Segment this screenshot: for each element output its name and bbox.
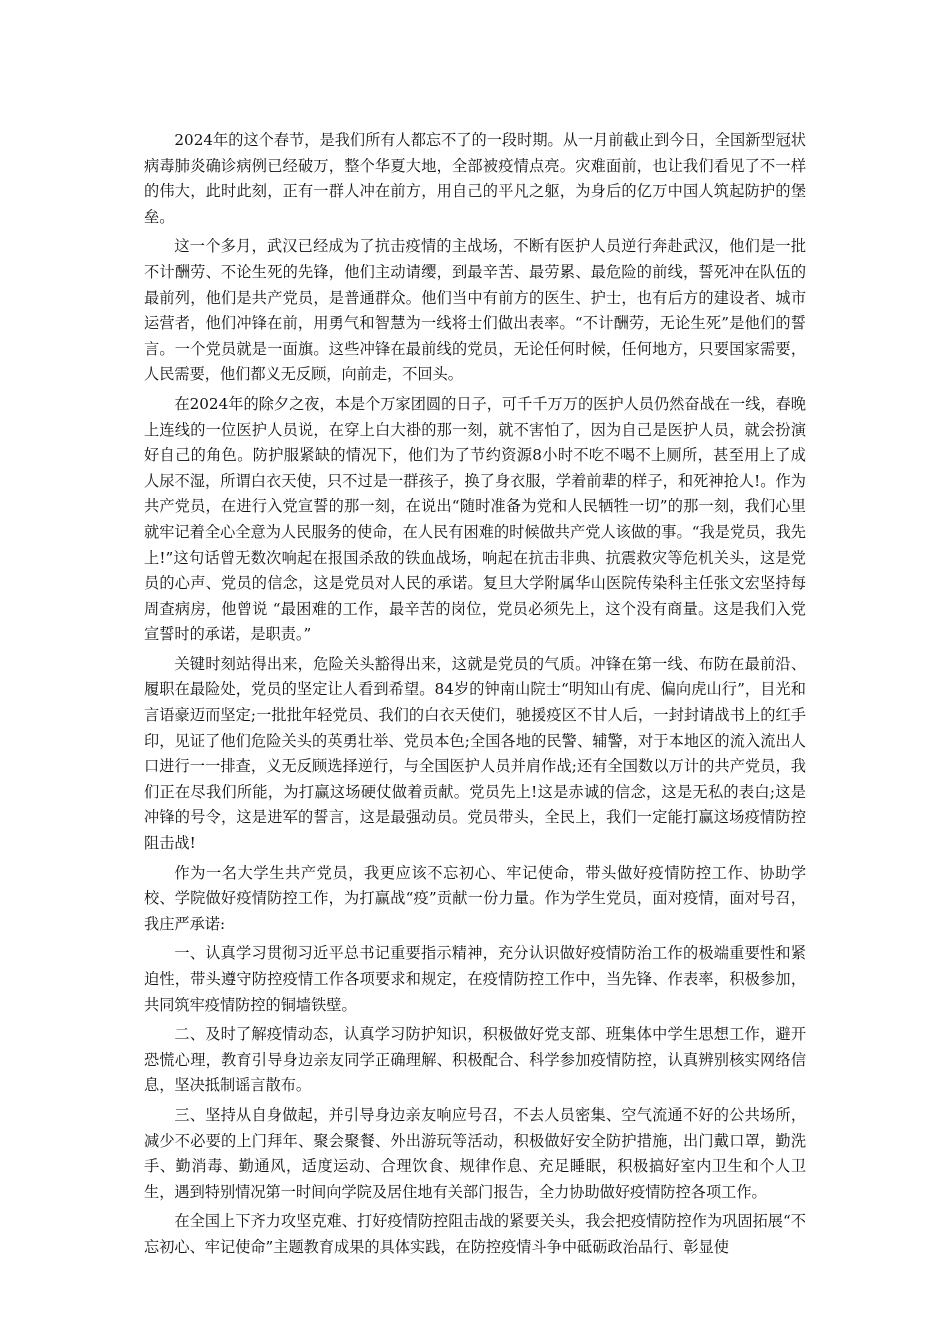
document-body [144, 128, 806, 1265]
paragraph-pledge-one: 一、认真学习贯彻习近平总书记重要指示精神，充分认识做好疫情防治工作的极端重要性和紧迫性，带头遵守防控疫情工作各项要求和规定，在疫情防控工作中，当先锋、作表率，积极参加，共同筑牢疫情防控的铜墙铁壁。 [144, 944, 806, 1014]
paragraph-wuhan: 这一个多月，武汉已经成为了抗击疫情的主战场，不断有医护人员逆行奔赴武汉，他们是一批不计酬劳、不论生死的先锋，他们主动请缨，到最辛苦、最劳累、最危险的前线，誓死冲在队伍的最前列，他们是共产党员，是普通群众。他们当中有前方的医生、护士，也有后方的建设者、城市运营者，他们冲锋在前，用勇气和智慧为一线将士们做出表率。“不计酬劳，无论生死”是他们的誓言。一个党员就是一面旗。这些冲锋在最前线的党员，无论任何时候，任何地方，只要国家需要，人民需要，他们都义无反顾，向前走，不回头。 [144, 237, 806, 384]
paragraph-intro: 2024年的这个春节，是我们所有人都忘不了的一段时期。从一月前截止到今日，全国新型冠状病毒肺炎确诊病例已经破万，整个华夏大地，全部被疫情点亮。灾难面前，也让我们看见了不一样的伟大，此时此刻，正有一群人冲在前方，用自己的平凡之躯，为身后的亿万中国人筑起防护的堡垒。 [144, 131, 806, 226]
paragraph-pledge-two: 二、及时了解疫情动态，认真学习防护知识，积极做好党支部、班集体中学生思想工作，避开恐慌心理，教育引导身边亲友同学正确理解、积极配合、科学参加疫情防控，认真辨别核实网络信息，坚决抵制谣言散布。 [144, 1025, 806, 1095]
paragraph-conclusion: 在全国上下齐力攻坚克难、打好疫情防控阻击战的紧要关头，我会把疫情防控作为巩固拓展“不忘初心、牢记使命”主题教育成果的具体实践，在防控疫情斗争中砥砺政治品行、彰显使 [144, 1212, 806, 1256]
paragraph-student-pledge-intro: 作为一名大学生共产党员，我更应该不忘初心、牢记使命，带头做好疫情防控工作、协助学校、学院做好疫情防控工作，为打赢战“疫”贡献一份力量。作为学生党员，面对疫情，面对号召，我庄严承诺: [144, 863, 806, 933]
paragraph-new-year-eve: 在2024年的除夕之夜，本是个万家团圆的日子，可千千万万的医护人员仍然奋战在一线，春晚上连线的一位医护人员说，在穿上白大褂的那一刻，就不害怕了，因为自己是医护人员，就会扮演好自己的角色。防护服紧缺的情况下，他们为了节约资源8小时不吃不喝不上厕所，甚至用上了成人尿不湿，所谓白衣天使，只不过是一群孩子，换了身衣服，学着前辈的样子，和死神抢人!。作为共产党员，在进行入党宣誓的那一刻，在说出“随时准备为党和人民牺牲一切”的那一刻，我们心里就牢记着全心全意为人民服务的使命，在人民有困难的时候做共产党人该做的事。“我是党员，我先上!”这句话曾无数次响起在报国杀敌的铁血战场，响起在抗击非典、抗震救灾等危机关头，这是党员的心声、党员的信念，这是党员对人民的承诺。复旦大学附属华山医院传染科主任张文宏坚持每周查病房，他曾说 “最困难的工作，最辛苦的岗位，党员必须先上，这个没有商量。这是我们入党宣誓时的承诺，是职责。” [144, 394, 806, 644]
paragraph-party-member-spirit: 关键时刻站得出来，危险关头豁得出来，这就是党员的气质。冲锋在第一线、布防在最前沿、履职在最险处，党员的坚定让人看到希望。84岁的钟南山院士“明知山有虎、偏向虎山行”，目光和言语豪迈而坚定;一批批年轻党员、我们的白衣天使们，驰援疫区不甘人后，一封封请战书上的红手印，见证了他们危险关头的英勇壮举、党员本色;全国各地的民警、辅警，对于本地区的流入流出人口进行一一排查，义无反顾选择逆行，与全国医护人员并肩作战;还有全国数以万计的共产党员，我们正在尽我们所能，为打赢这场硬仗做着贡献。党员先上!这是赤诚的信念，这是无私的表白;这是冲锋的号令，这是进军的誓言，这是最强动员。党员带头，全民上，我们一定能打赢这场疫情防控阻击战! [144, 654, 806, 853]
paragraph-pledge-three: 三、坚持从自身做起，并引导身边亲友响应号召，不去人员密集、空气流通不好的公共场所，减少不必要的上门拜年、聚会聚餐、外出游玩等活动，积极做好安全防护措施，出门戴口罩，勤洗手、勤消毒、勤通风，适度运动、合理饮食、规律作息、充足睡眠，积极搞好室内卫生和个人卫生，遇到特别情况第一时间向学院及居住地有关部门报告，全力协助做好疫情防控各项工作。 [144, 1105, 806, 1201]
